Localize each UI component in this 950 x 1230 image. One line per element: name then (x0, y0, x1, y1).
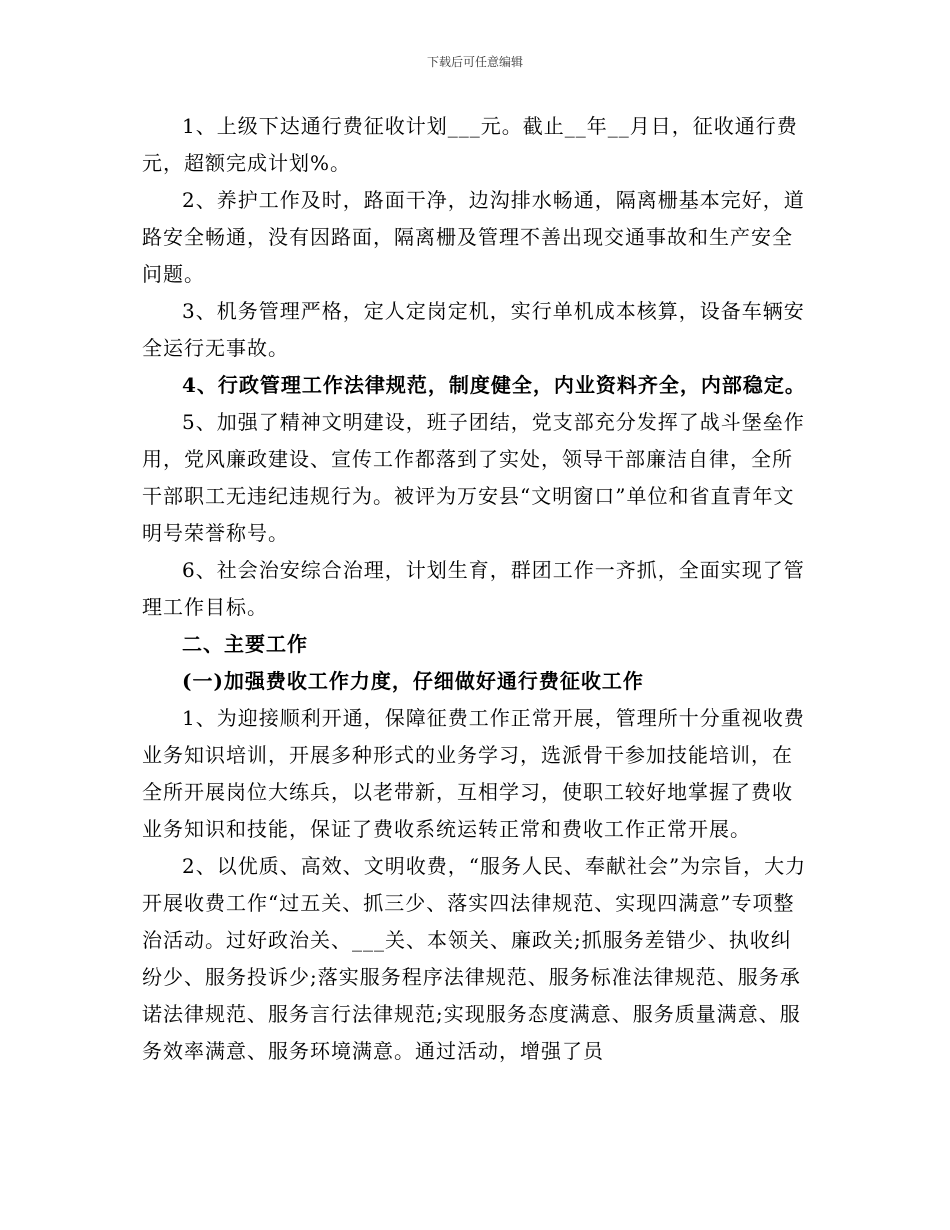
paragraph-1: 1、上级下达通行费征收计划___元。截止__年__月日，征收通行费元，超额完成计划%。 (142, 114, 798, 175)
page-header: 下载后可任意编辑 (426, 55, 523, 69)
subsection-heading-fee-collection: (一)加强费收工作力度，仔细做好通行费征收工作 (182, 669, 644, 693)
section-heading-main-work: 二、主要工作 (182, 632, 308, 656)
paragraph-4: 4、行政管理工作法律规范，制度健全，内业资料齐全，内部稳定。 (182, 373, 806, 397)
paragraph-8: 2、以优质、高效、文明收费，“服务人民、奉献社会”为宗旨，大力开展收费工作“过五关、抓三少、落实四法律规范、实现四满意”专项整治活动。过好政治关、___关、本领关、廉政关;抓服务差错少、执收纠纷少、服务投诉少;落实服务程序法律规范、服务标准法律规范、服务承诺法律规范、服务言行法律规范;实现服务态度满意、服务质量满意、服务效率满意、服务环境满意。通过活动，增强了员 (142, 854, 807, 1063)
paragraph-5: 5、加强了精神文明建设，班子团结，党支部充分发挥了战斗堡垒作用，党风廉政建设、宣传工作都落到了实处，领导干部廉洁自律，全所干部职工无违纪违规行为。被评为万安县“文明窗口”单位和省直青年文明号荣誉称号。 (142, 410, 805, 545)
paragraph-3: 3、机务管理严格，定人定岗定机，实行单机成本核算，设备车辆安全运行无事故。 (142, 299, 805, 360)
paragraph-2: 2、养护工作及时，路面干净，边沟排水畅通，隔离栅基本完好，道路安全畅通，没有因路面，隔离栅及管理不善出现交通事故和生产安全问题。 (142, 188, 805, 286)
document-body (142, 108, 812, 1070)
paragraph-7: 1、为迎接顺利开通，保障征费工作正常开展，管理所十分重视收费业务知识培训，开展多种形式的业务学习，选派骨干参加技能培训，在全所开展岗位大练兵，以老带新，互相学习，使职工较好地掌握了费收业务知识和技能，保证了费收系统运转正常和费收工作正常开展。 (142, 706, 805, 841)
paragraph-6: 6、社会治安综合治理，计划生育，群团工作一齐抓，全面实现了管理工作目标。 (142, 558, 805, 619)
